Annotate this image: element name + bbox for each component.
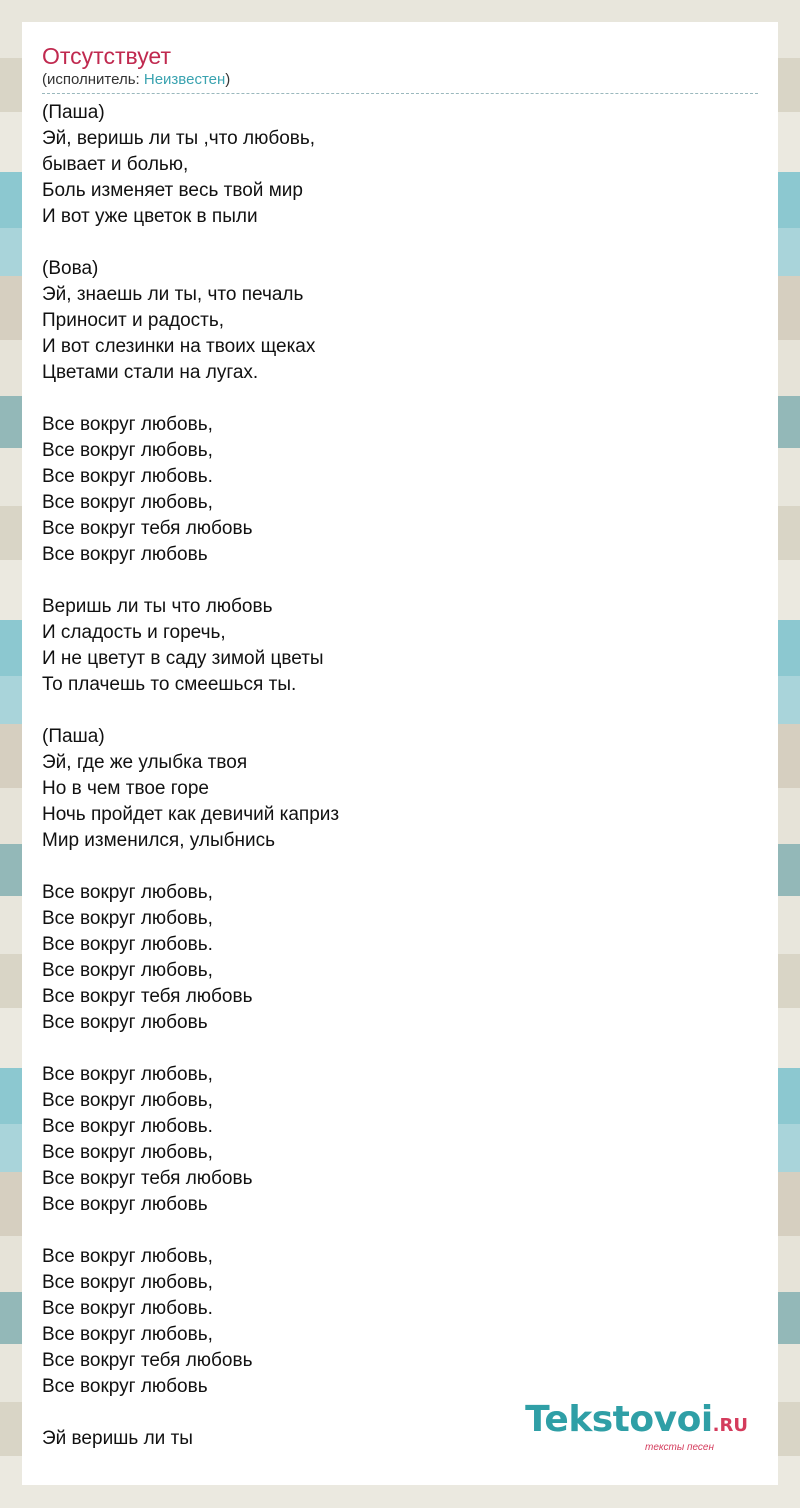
song-title: Отсутствует bbox=[42, 43, 171, 69]
logo-tagline: тексты песен bbox=[645, 1442, 714, 1453]
logo-wordmark bbox=[525, 1399, 748, 1444]
performer-link[interactable]: Неизвестен bbox=[143, 71, 226, 88]
performer-label: (исполнитель: bbox=[42, 71, 144, 88]
lyrics-sheet bbox=[22, 22, 778, 1485]
logo-domain: .RU bbox=[712, 1415, 748, 1436]
performer-line bbox=[42, 70, 758, 94]
site-logo[interactable] bbox=[525, 1399, 748, 1453]
logo-main-text: Tekstovoi bbox=[525, 1399, 713, 1440]
performer-close: ) bbox=[225, 71, 231, 88]
song-lyrics: (Паша) Эй, веришь ли ты ,что любовь, бывает и болью, Боль изменяет весь твой мир И вот уже цветок в пыли (Вова) Эй, знаешь ли ты, что печаль Приносит и радость, И вот слезинки на твоих щеках Цветами стали на лугах. Все вокруг любовь, Все вокруг любовь, Все вокруг любовь. Все вокруг любовь, Все вокруг тебя любовь Все вокруг любовь Веришь ли ты что любовь И сладость и горечь, И не цветут в саду зимой цветы То плачешь то смеешься ты. (Паша) Эй, где же улыбка твоя Но в чем твое горе Ночь пройдет как девичий каприз Мир изменился, улыбнись Все вокруг любовь, Все вокруг любовь, Все вокруг любовь. Все вокруг любовь, Все вокруг тебя любовь Все вокруг любовь Все вокруг любовь, Все вокруг любовь, Все вокруг любовь. Все вокруг любовь, Все вокруг тебя любовь Все вокруг любовь Все вокруг любовь, Все вокруг любовь, Все вокруг любовь. Все вокруг любовь, Все вокруг тебя любовь Все вокруг любовь Эй веришь ли ты bbox=[42, 102, 340, 1449]
